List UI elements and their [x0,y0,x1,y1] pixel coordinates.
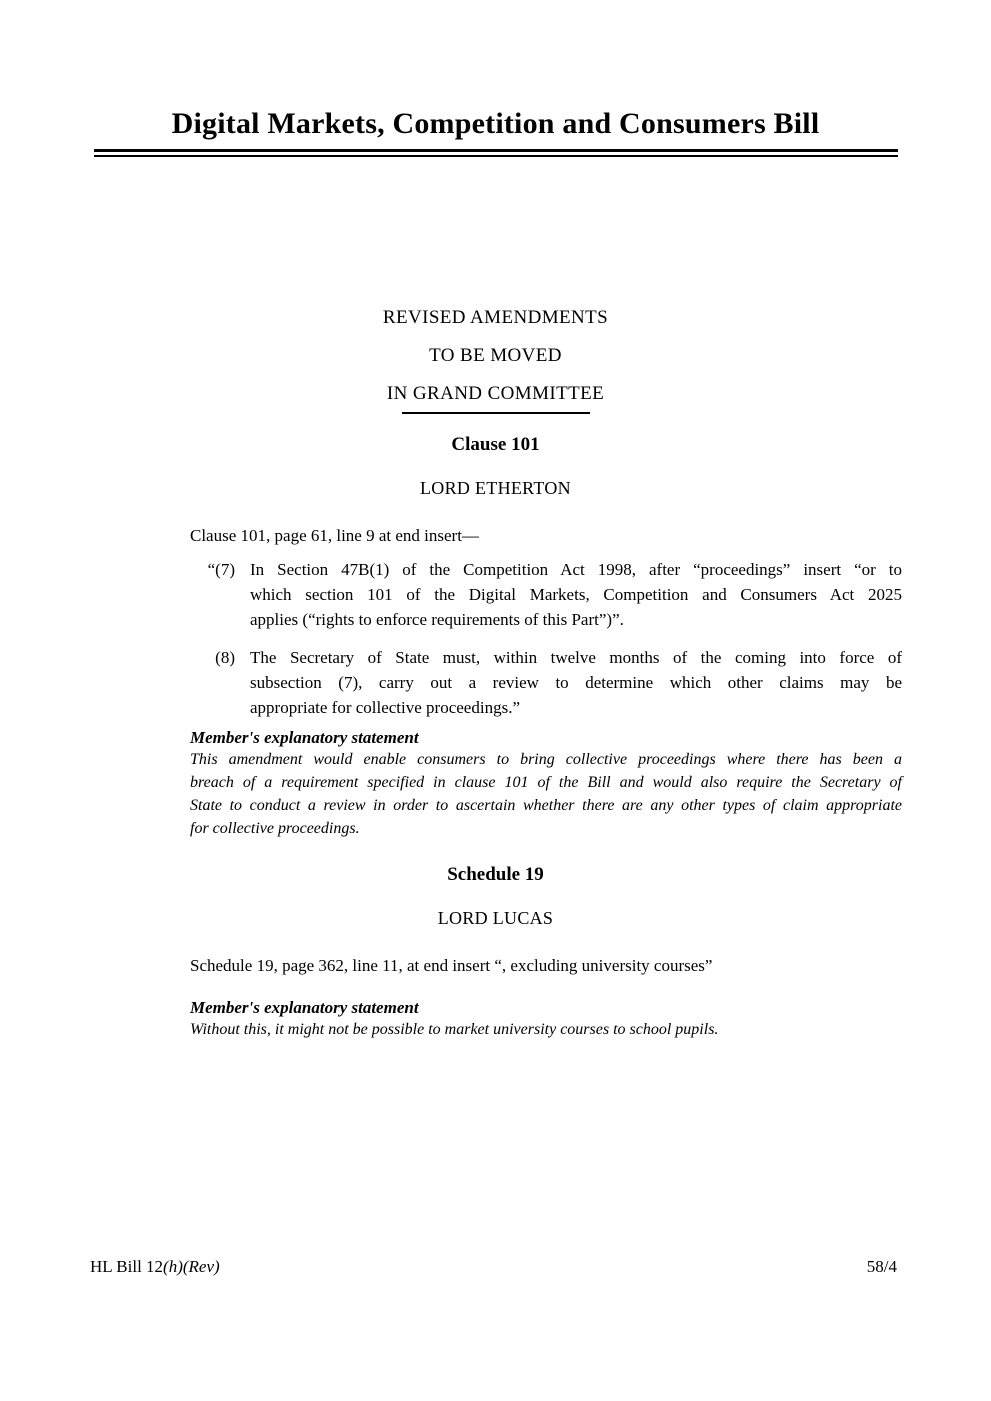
paragraph-7-line-3: applies (“rights to enforce requirements of this Part”)”. [250,610,624,629]
clause-101-content [190,525,902,840]
clause-101-heading: Clause 101 [451,434,540,455]
schedule-19-heading: Schedule 19 [447,864,544,885]
preamble-line-3: IN GRAND COMMITTEE [386,383,605,404]
footer-page-reference: 58/4 [866,1257,897,1276]
schedule-19-instruction: Schedule 19, page 362, line 11, at end insert “, excluding university courses” [190,956,713,975]
schedule-19-explanatory-statement [190,1018,902,1041]
paragraph-7-text [250,557,902,632]
page-footer [90,1257,897,1277]
clause-101-mover: LORD ETHERTON [420,478,571,498]
footer-bill-number [90,1257,220,1277]
explanatory-line-1: This amendment would enable consumers to bring collective proceedings where there has been a [190,751,902,768]
schedule-19-mover: LORD LUCAS [437,908,554,928]
paragraph-7-line-1: In Section 47B(1) of the Competition Act 1998, after “proceedings” insert “or to [250,560,902,579]
amendment-paragraph-7 [190,557,902,632]
title-double-rule [94,149,898,157]
amendment-paragraph-8 [190,645,902,720]
paragraph-8-line-1: The Secretary of State must, within twelve months of the coming into force of [250,648,902,667]
paragraph-7-line-2: which section 101 of the Digital Markets, Competition and Consumers Act 2025 [250,585,902,604]
paragraph-8-line-2: subsection (7), carry out a review to determine which other claims may be [250,673,902,692]
bill-title: Digital Markets, Competition and Consumers Bill [171,107,820,140]
explanatory-line-2: breach of a requirement specified in clause 101 of the Bill and would also require the Secretary of [190,774,902,791]
preamble-line-2: TO BE MOVED [429,345,562,366]
paragraph-7-number: “(7) [207,560,235,579]
preamble-rule [402,412,590,414]
paragraph-8-number: (8) [215,648,235,667]
explanatory-line-3: State to conduct a review in order to ascertain whether there are any other types of claim appropriate [190,797,902,814]
schedule-19-content [190,955,902,1041]
paragraph-8-line-3: appropriate for collective proceedings.” [250,698,520,717]
schedule-19-explanatory-label: Member's explanatory statement [190,998,419,1017]
footer-bill-number-revision: (h)(Rev) [163,1257,220,1276]
clause-101-instruction: Clause 101, page 61, line 9 at end insert— [190,526,479,545]
schedule-19-explanatory-line: Without this, it might not be possible to market university courses to school pupils. [190,1021,719,1038]
preamble-line-1: REVISED AMENDMENTS [382,307,609,328]
preamble [0,307,991,414]
clause-101-explanatory-statement [190,748,902,840]
clause-101-explanatory-label: Member's explanatory statement [190,728,419,747]
paragraph-8-text [250,645,902,720]
explanatory-line-4: for collective proceedings. [190,820,360,837]
footer-bill-number-roman: HL Bill 12 [90,1257,164,1276]
